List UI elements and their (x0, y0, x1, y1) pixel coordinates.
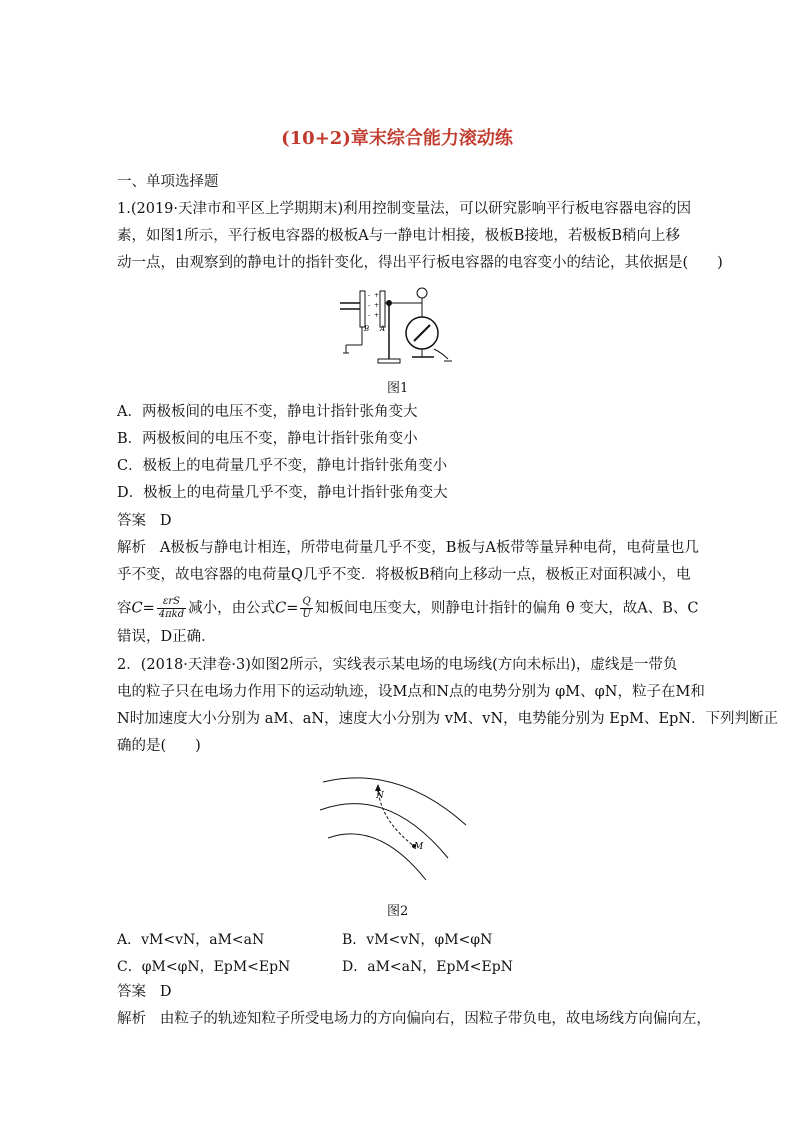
section-heading: 一、单项选择题 (117, 174, 219, 190)
q1-option-d: D．极板上的电荷量几乎不变，静电计指针张角变大 (117, 485, 448, 501)
plate-b-label: B (364, 325, 370, 333)
u-denominator: U (302, 609, 311, 620)
formula-c-lhs-2: C= (275, 600, 299, 617)
q1-analysis-label: 解析 (117, 540, 146, 556)
q1-answer-label: 答案 (117, 513, 146, 529)
plate-a-label: A (380, 325, 386, 333)
q2-text-line-2: 电的粒子只在电场力作用下的运动轨迹，设M点和N点的电势分别为 φM、φN，粒子在M和 (117, 684, 705, 700)
figure-1-capacitor-electrometer (340, 283, 460, 368)
svg-text:+: + (374, 302, 380, 309)
svg-text:-: - (368, 312, 371, 319)
q2-option-b: B．vM<vN，φM<φN (342, 932, 493, 948)
q1-answer-value: D (159, 513, 172, 529)
q2-option-c: C．φM<φN，EpM<EpN (117, 959, 291, 975)
formula-c-lhs: C= (131, 600, 155, 617)
q1-analysis-end: 错误，D正确． (117, 629, 216, 645)
q1-text-line-3: 动一点，由观察到的静电计的指针变化，得出平行板电容器的电容变小的结论，其依据是( ) (117, 255, 723, 271)
q2-answer-label: 答案 (117, 984, 146, 1000)
q1-option-b: B．两极板间的电压不变，静电计指针张角变小 (117, 431, 418, 447)
q2-text-line-3: N时加速度大小分别为 aM、aN，速度大小分别为 vM、vN，电势能分别为 EpM、EpN．下列判断正 (117, 711, 779, 727)
q2-analysis-label: 解析 (117, 1011, 146, 1027)
page-title: (10+2)章末综合能力滚动练 (281, 128, 513, 149)
svg-text:+: + (374, 292, 380, 299)
point-m-label: M (414, 842, 424, 852)
q2-option-d: D．aM<aN，EpM<EpN (342, 959, 513, 975)
q2-text-line-1: 2．(2018·天津卷·3)如图2所示，实线表示某电场的电场线(方向未标出)，虚线是一带负 (117, 657, 678, 673)
capacitance-fraction (157, 596, 186, 621)
q1-analysis-line-2: 乎不变，故电容器的电荷量Q几乎不变．将极板B稍向上移动一点，极板正对面积减小，电 (117, 567, 691, 583)
formula-prefix: 容 (117, 600, 132, 617)
q-over-u-fraction (300, 596, 312, 621)
q2-analysis-text: 由粒子的轨迹知粒子所受电场力的方向偏向右，因粒子带负电，故电场线方向偏向左， (159, 1011, 711, 1027)
svg-text:+: + (374, 312, 380, 319)
formula-tail: 知板间电压变大，则静电计指针的偏角 θ 变大，故A、B、C (314, 600, 699, 617)
figure-2-caption: 图2 (387, 904, 409, 919)
svg-text:-: - (368, 292, 371, 299)
q1-text-line-2: 素，如图1所示，平行板电容器的极板A与一静电计相接，极板B接地，若极板B稍向上移 (117, 228, 681, 244)
q1-analysis-text-1: A极板与静电计相连，所带电荷量几乎不变，B板与A板带等量异种电荷，电荷量也几 (159, 540, 699, 556)
q1-answer-row (117, 512, 171, 530)
capacitance-denominator: 4πkd (158, 609, 185, 620)
q2-analysis-line (117, 1010, 711, 1028)
svg-text:-: - (368, 302, 371, 309)
q-numerator: Q (300, 596, 312, 609)
q1-option-a: A．两极板间的电压不变，静电计指针张角变大 (117, 404, 418, 420)
q2-answer-value: D (159, 984, 172, 1000)
q2-answer-row (117, 983, 171, 1001)
figure-2-field-lines (318, 770, 468, 890)
figure-1-caption: 图1 (387, 381, 409, 396)
formula-mid: 减小，由公式 (188, 600, 276, 617)
q1-text-line-1: 1.(2019·天津市和平区上学期期末)利用控制变量法，可以研究影响平行板电容器电容的因 (117, 201, 692, 217)
q1-option-c: C．极板上的电荷量几乎不变，静电计指针张角变小 (117, 458, 448, 474)
q1-analysis-line-1 (117, 539, 699, 557)
q2-option-a: A．vM<vN，aM<aN (117, 932, 265, 948)
point-n-label: N (376, 791, 384, 801)
q1-analysis-formula-line (117, 596, 699, 621)
q2-text-line-4: 确的是( ) (117, 738, 201, 754)
capacitance-numerator: εrS (157, 596, 186, 609)
